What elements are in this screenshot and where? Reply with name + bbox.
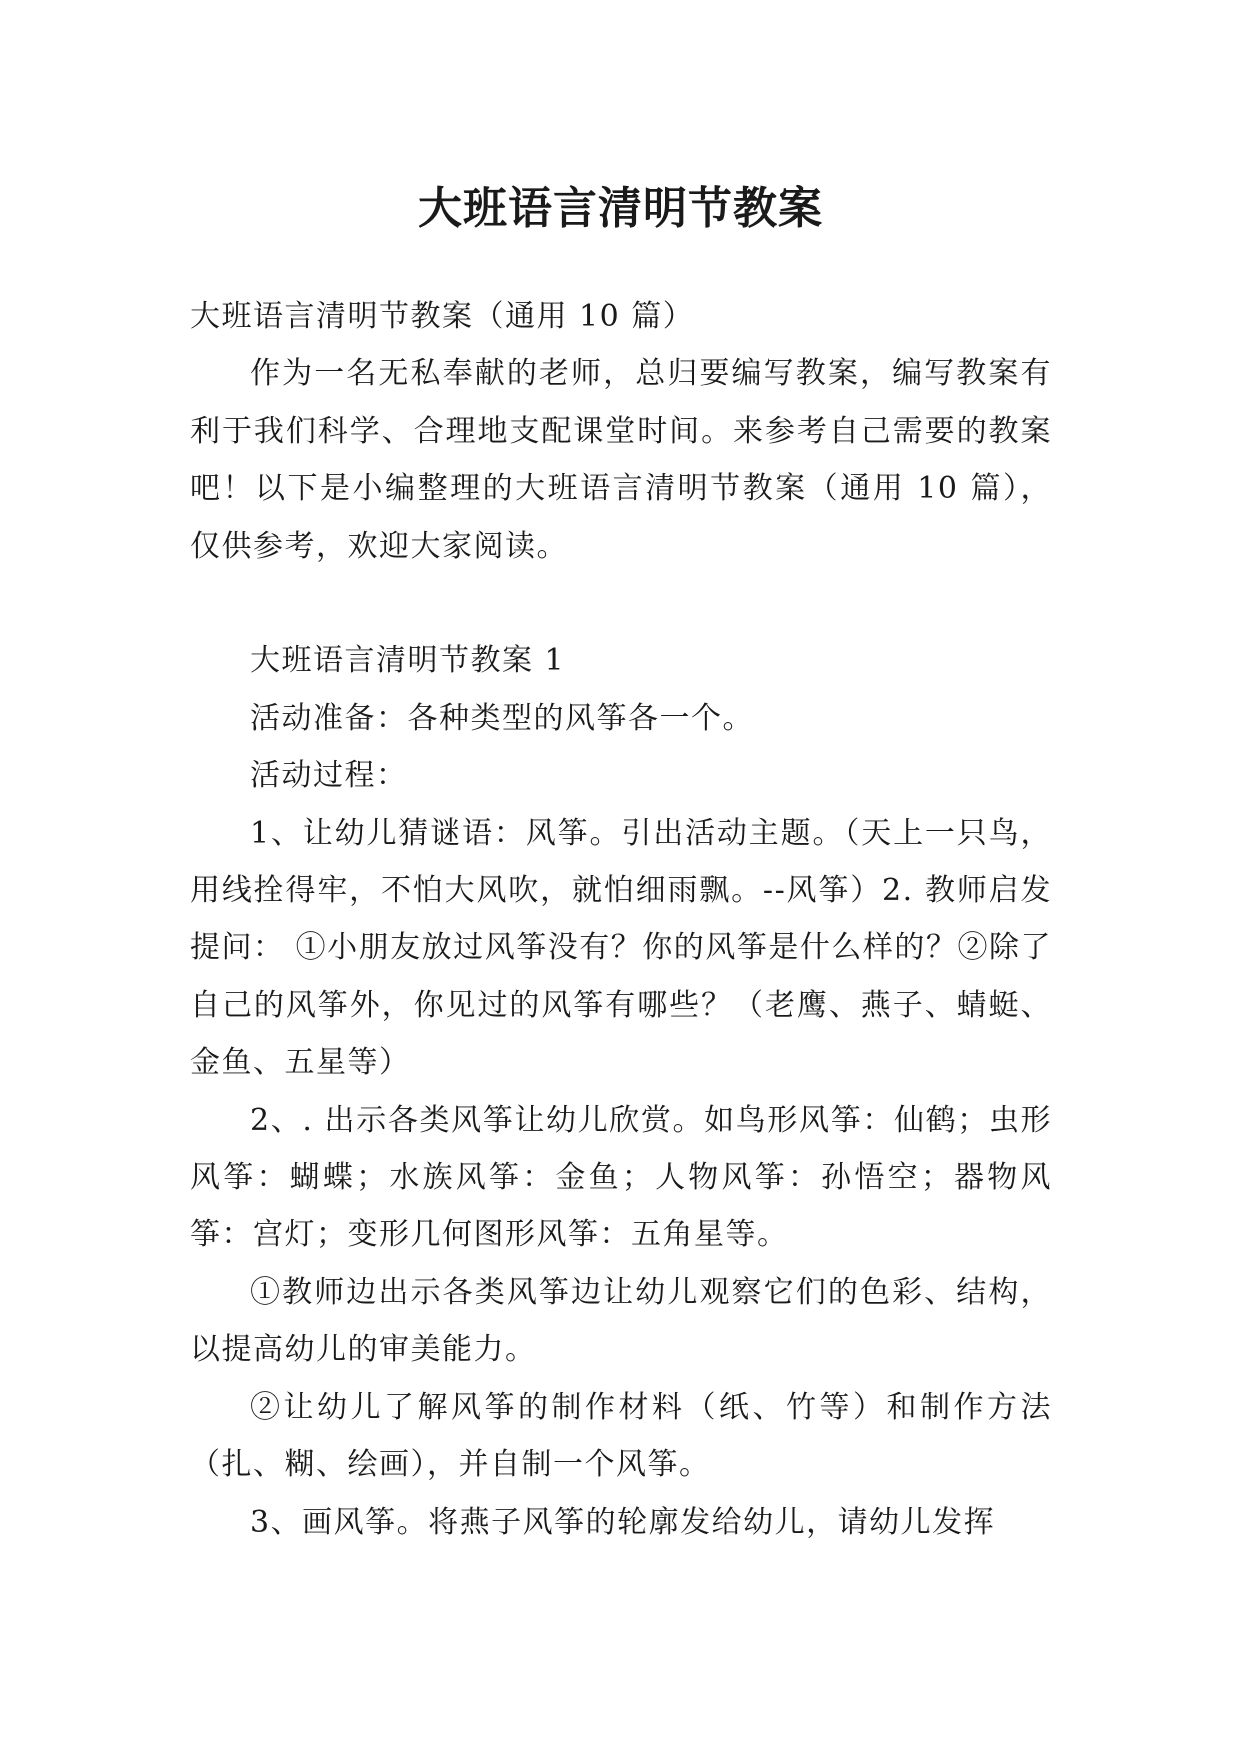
step-2-paragraph: 2、. 出示各类风筝让幼儿欣赏。如鸟形风筝：仙鹤；虫形风筝：蝴蝶；水族风筝：金鱼；人物风筝：孙悟空；器物风筝：宫灯；变形几何图形风筝：五角星等。 — [190, 1102, 1052, 1253]
activity-preparation: 活动准备：各种类型的风筝各一个。 — [250, 700, 754, 736]
document-title: 大班语言清明节教案 — [418, 183, 823, 235]
activity-process-label: 活动过程： — [250, 758, 408, 794]
paragraph-spacer — [190, 575, 1052, 632]
step-1-paragraph: 1、让幼儿猜谜语：风筝。引出活动主题。（天上一只鸟，用线拴得牢，不怕大风吹，就怕细雨飘。--风筝）2. 教师启发提问： ①小朋友放过风筝没有？你的风筝是什么样的？②除了自己的风筝外，你见过的风筝有哪些？（老鹰、燕子、蜻蜓、金鱼、五星等） — [190, 815, 1052, 1081]
intro-paragraph: 作为一名无私奉献的老师，总归要编写教案，编写教案有利于我们科学、合理地支配课堂时间。来参考自己需要的教案吧！以下是小编整理的大班语言清明节教案（通用 10 篇），仅供参考，欢迎大家阅读。 — [190, 356, 1052, 564]
subtitle-paragraph: 大班语言清明节教案（通用 10 篇） — [190, 299, 695, 334]
section-heading: 大班语言清明节教案 1 — [250, 643, 566, 679]
step-2-point-1: ①教师边出示各类风筝边让幼儿观察它们的色彩、结构，以提高幼儿的审美能力。 — [190, 1274, 1052, 1368]
document-body — [190, 288, 1052, 1551]
step-2-point-2: ②让幼儿了解风筝的制作材料（纸、竹等）和制作方法（扎、糊、绘画），并自制一个风筝。 — [190, 1389, 1052, 1483]
step-3-paragraph: 3、画风筝。将燕子风筝的轮廓发给幼儿，请幼儿发挥 — [250, 1504, 996, 1540]
